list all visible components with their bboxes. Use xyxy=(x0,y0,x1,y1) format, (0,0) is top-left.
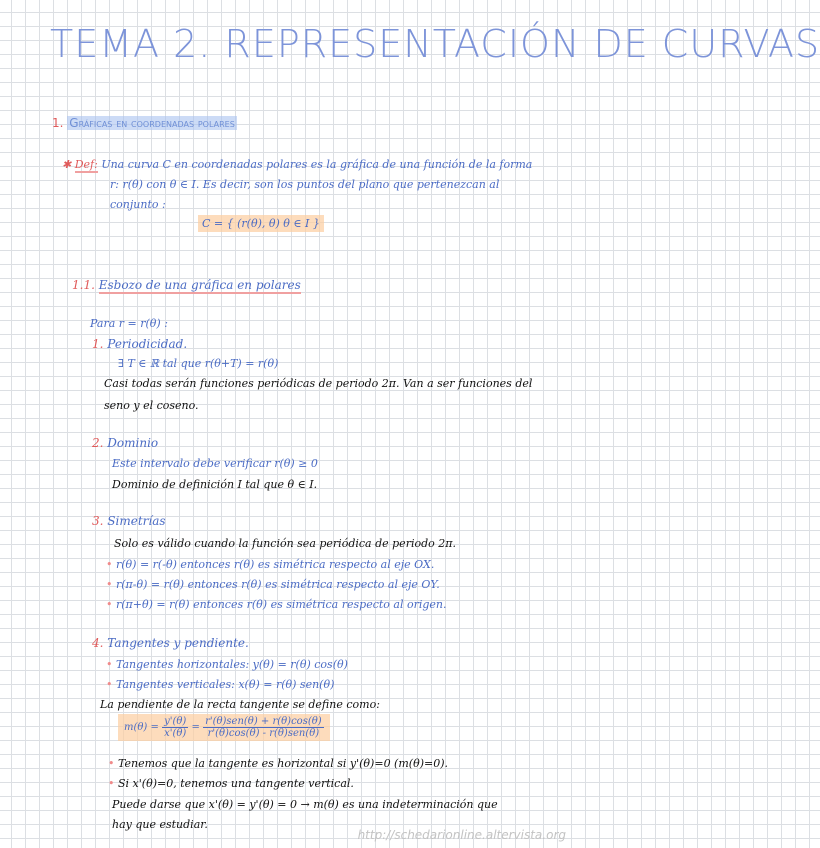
section-number: 1. xyxy=(52,116,64,130)
bullet-text: Si x'(θ)=0, tenemos una tangente vertical. xyxy=(118,777,354,790)
asterisk-icon: ✱ xyxy=(62,158,72,171)
bullet-text: Tangentes horizontales: y(θ) = r(θ) cos(θ) xyxy=(116,658,348,671)
para-line: Para r = r(θ) : xyxy=(90,317,168,330)
def-label: Def: xyxy=(74,158,98,171)
item-number: 1. xyxy=(92,337,104,351)
item-2-note: Dominio de definición I tal que θ ∈ I. xyxy=(112,478,318,491)
symmetry-bullet-2 xyxy=(106,578,440,591)
item-4-heading xyxy=(92,636,249,650)
section-number: 1.1. xyxy=(72,278,95,292)
item-title: Periodicidad. xyxy=(107,337,188,351)
section-title: Esbozo de una gráfica en polares xyxy=(98,278,301,292)
section-title: Gráficas en coordenadas polares xyxy=(69,116,235,130)
item-title: Tangentes y pendiente. xyxy=(107,636,249,650)
item-3-heading xyxy=(92,514,166,528)
item-1-note-1: Casi todas serán funciones periódicas de periodo 2π. Van a ser funciones del xyxy=(104,377,533,390)
pendiente-line: La pendiente de la recta tangente se define como: xyxy=(100,698,380,711)
tangent-bullet-2 xyxy=(106,678,334,691)
item-number: 3. xyxy=(92,514,104,528)
bullet-icon: • xyxy=(106,598,113,611)
tail-bullet-1 xyxy=(108,757,448,770)
slope-formula-box xyxy=(118,714,330,741)
item-3-note: Solo es válido cuando la función sea periódica de periodo 2π. xyxy=(114,537,456,550)
set-formula: C = { (r(θ), θ) θ ∈ I } xyxy=(198,215,324,232)
formula-lhs: m(θ) = xyxy=(124,722,159,733)
definition-line-3: conjunto : xyxy=(110,198,166,211)
def-text: Una curva C en coordenadas polares es la gráfica de una función de la forma xyxy=(101,158,533,171)
definition-line-2: r: r(θ) con θ ∈ I. Es decir, son los puntos del plano que pertenezcan al xyxy=(110,178,500,191)
tail-line-1: Puede darse que x'(θ) = y'(θ) = 0 → m(θ) es una indeterminación que xyxy=(112,798,498,811)
bullet-text: r(θ) = r(-θ) entonces r(θ) es simétrica respecto al eje OX. xyxy=(116,558,435,571)
bullet-icon: • xyxy=(108,777,115,790)
symmetry-bullet-3 xyxy=(106,598,447,611)
fraction-1 xyxy=(162,716,188,739)
item-1-note-2: seno y el coseno. xyxy=(104,399,199,412)
formula-equals: = xyxy=(191,722,200,733)
item-2-line: Este intervalo debe verificar r(θ) ≥ 0 xyxy=(112,457,318,470)
item-number: 4. xyxy=(92,636,104,650)
fraction-2-num: r'(θ)sen(θ) + r(θ)cos(θ) xyxy=(205,716,322,727)
section-1-heading xyxy=(52,116,237,130)
bullet-icon: • xyxy=(106,678,113,691)
item-title: Dominio xyxy=(107,436,159,450)
bullet-icon: • xyxy=(106,558,113,571)
fraction-1-num: y'(θ) xyxy=(164,716,187,727)
tail-line-2: hay que estudiar. xyxy=(112,818,208,831)
item-1-line: ∃ T ∈ ℝ tal que r(θ+T) = r(θ) xyxy=(118,357,279,370)
item-2-heading xyxy=(92,436,158,450)
bullet-text: Tenemos que la tangente es horizontal si y'(θ)=0 (m(θ)=0). xyxy=(118,757,448,770)
bullet-text: r(π+θ) = r(θ) entonces r(θ) es simétrica respecto al origen. xyxy=(116,598,447,611)
bullet-icon: • xyxy=(106,658,113,671)
footer-url: http://schedarionline.altervista.org xyxy=(357,828,566,842)
bullet-text: Tangentes verticales: x(θ) = r(θ) sen(θ) xyxy=(116,678,335,691)
bullet-icon: • xyxy=(106,578,113,591)
definition-line-1 xyxy=(62,158,532,171)
tangent-bullet-1 xyxy=(106,658,348,671)
symmetry-bullet-1 xyxy=(106,558,434,571)
tail-bullet-2 xyxy=(108,777,354,790)
fraction-1-den: x'(θ) xyxy=(164,728,187,739)
bullet-icon: • xyxy=(108,757,115,770)
set-definition xyxy=(198,217,324,230)
page-title: TEMA 2. REPRESENTACIÓN DE CURVAS xyxy=(50,22,820,66)
slope-formula xyxy=(118,714,330,741)
fraction-2 xyxy=(203,716,324,739)
item-1-heading xyxy=(92,337,187,351)
fraction-2-den: r'(θ)cos(θ) - r(θ)sen(θ) xyxy=(207,728,320,739)
item-title: Simetrías xyxy=(107,514,166,528)
section-1-1-heading xyxy=(72,278,301,292)
bullet-text: r(π-θ) = r(θ) entonces r(θ) es simétrica respecto al eje OY. xyxy=(116,578,440,591)
item-number: 2. xyxy=(92,436,104,450)
